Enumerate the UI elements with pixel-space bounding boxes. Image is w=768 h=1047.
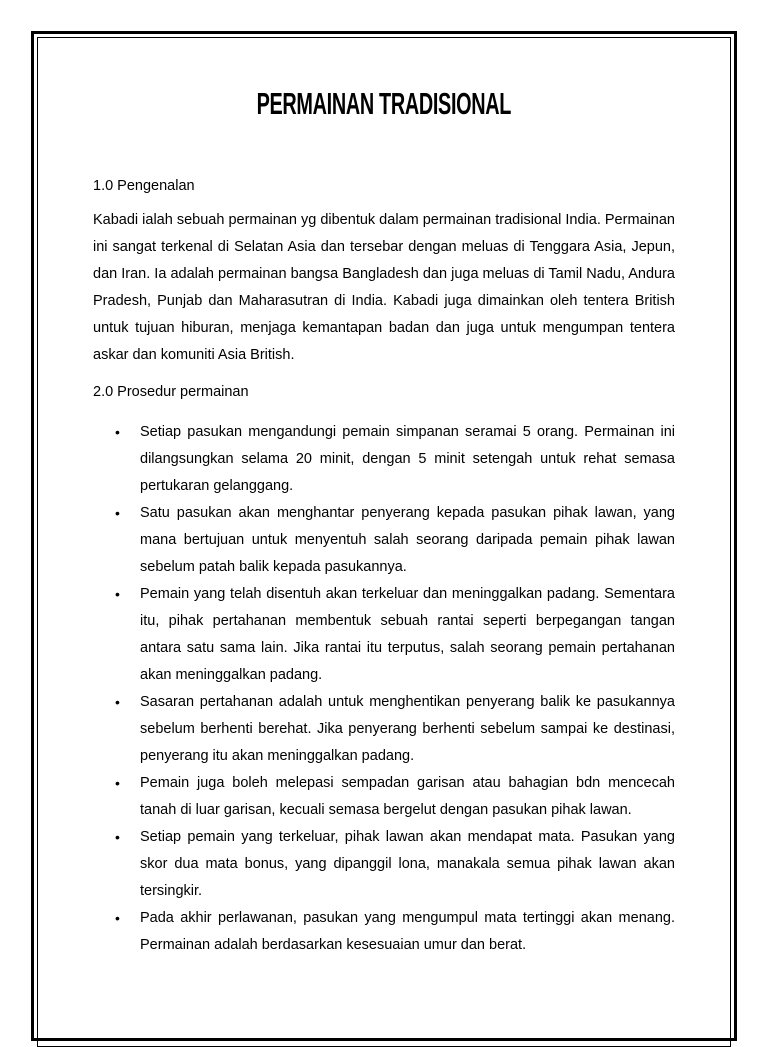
bullet-icon: • (115, 586, 120, 602)
list-item (93, 419, 675, 500)
bullet-icon: • (115, 775, 120, 791)
list-item-text: Setiap pasukan mengandungi pemain simpanan seramai 5 orang. Permainan ini dilangsungkan selama 20 minit, dengan 5 minit setengah untuk rehat semasa pertukaran gelanggang. (140, 424, 675, 494)
list-item-text: Satu pasukan akan menghantar penyerang kepada pasukan pihak lawan, yang mana bertujuan untuk menyentuh salah seorang daripada pemain pihak lawan sebelum patah balik kepada pasukannya. (140, 505, 675, 575)
bullet-icon: • (115, 424, 120, 440)
section-1-paragraph: Kabadi ialah sebuah permainan yg dibentuk dalam permainan tradisional India. Permainan ini sangat terkenal di Selatan Asia dan tersebar dengan meluas di Tenggara Asia, Jepun, dan Iran. Ia adalah permainan bangsa Bangladesh dan juga meluas di Tamil Nadu, Andura Pradesh, Punjab dan Maharasutran di India. Kabadi juga dimainkan oleh tentera British untuk tujuan hiburan, menjaga kemantapan badan dan juga untuk mengumpan tentera askar dan komuniti Asia British. (93, 212, 675, 363)
bullet-icon: • (115, 829, 120, 845)
list-item-text: Pemain juga boleh melepasi sempadan garisan atau bahagian bdn mencecah tanah di luar garisan, kecuali semasa bergelut dengan pasukan pihak lawan. (140, 775, 675, 818)
list-item (93, 689, 675, 770)
list-item-text: Setiap pemain yang terkeluar, pihak lawan akan mendapat mata. Pasukan yang skor dua mata bonus, yang dipanggil lona, manakala semua pihak lawan akan tersingkir. (140, 829, 675, 899)
page-title-text: PERMAINAN TRADISIONAL (256, 86, 512, 121)
bullet-icon: • (115, 910, 120, 926)
procedure-list (93, 419, 675, 959)
list-item-text: Pemain yang telah disentuh akan terkeluar dan meninggalkan padang. Sementara itu, pihak pertahanan membentuk sebuah rantai seperti berpegangan tangan antara satu sama lain. Jika rantai itu terputus, salah seorang pemain pertahanan akan meninggalkan padang. (140, 586, 675, 683)
list-item-text: Sasaran pertahanan adalah untuk menghentikan penyerang balik ke pasukannya sebelum berhenti berehat. Jika penyerang berhenti sebelum sampai ke destinasi, penyerang itu akan meninggalkan padang. (140, 694, 675, 764)
list-item (93, 905, 675, 959)
list-item (93, 581, 675, 689)
list-item (93, 770, 675, 824)
list-item (93, 824, 675, 905)
page-title (0, 88, 768, 119)
list-item-text: Pada akhir perlawanan, pasukan yang mengumpul mata tertinggi akan menang. Permainan adalah berdasarkan kesesuaian umur dan berat. (140, 910, 675, 953)
section-2-heading: 2.0 Prosedur permainan (93, 384, 249, 400)
section-1-heading: 1.0 Pengenalan (93, 178, 195, 194)
bullet-icon: • (115, 505, 120, 521)
bullet-icon: • (115, 694, 120, 710)
list-item (93, 500, 675, 581)
